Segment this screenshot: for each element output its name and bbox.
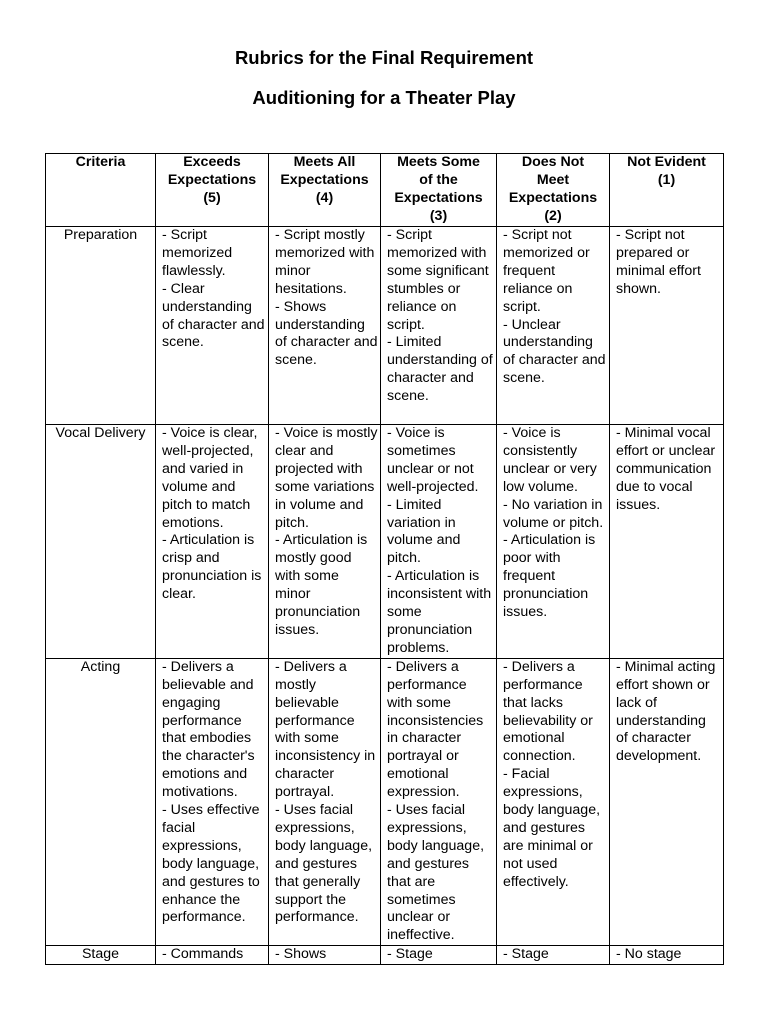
header-exceeds xyxy=(156,154,269,227)
document-subtitle: Auditioning for a Theater Play xyxy=(252,87,516,108)
cell-text: - Voice is consistently unclear or very low volume. - No variation in volume or pitch. - Articulation is poor with frequent pronunciation issues. xyxy=(503,425,604,621)
table-row xyxy=(46,946,724,965)
table-row xyxy=(46,227,724,425)
cell-text: - Stage xyxy=(503,946,549,963)
cell-text: - Delivers a performance with some inconsistencies in character portrayal or emotional expression. - Uses facial expressions, body language, and gestures that are sometimes unclear or ineffective. xyxy=(387,658,485,944)
document-title: Rubrics for the Final Requirement xyxy=(234,47,534,68)
cell-text: - Shows xyxy=(275,946,327,963)
cell-text: - Minimal vocal effort or unclear communication due to vocal issues. xyxy=(616,425,716,513)
rubric-cell xyxy=(610,946,724,965)
rubric-cell xyxy=(269,425,381,659)
rubric-cell xyxy=(156,425,269,659)
header-meets-some xyxy=(381,154,497,227)
rubric-cell xyxy=(610,425,724,659)
rubric-cell xyxy=(156,658,269,946)
rubric-cell xyxy=(381,658,497,946)
rubric-cell xyxy=(269,227,381,425)
cell-text: - Minimal acting effort shown or lack of understanding of character development. xyxy=(616,658,716,765)
cell-text: - Voice is clear, well-projected, and varied in volume and pitch to match emotions. - Articulation is crisp and pronunciation is clear. xyxy=(162,425,262,603)
rubric-cell xyxy=(610,658,724,946)
rubric-cell xyxy=(497,658,610,946)
header-label: Does Not Meet Expectations (2) xyxy=(508,154,598,224)
cell-text: - Voice is sometimes unclear or not well-projected. - Limited variation in volume and pitch. - Articulation is inconsistent with some pronunciation problems. xyxy=(387,425,492,656)
cell-text: - Script not memorized or frequent reliance on script. - Unclear understanding of character and scene. xyxy=(503,227,606,387)
rubric-cell xyxy=(156,946,269,965)
header-label: Criteria xyxy=(75,154,126,170)
cell-text: - Stage xyxy=(387,946,433,963)
table-row xyxy=(46,425,724,659)
header-not-evident xyxy=(610,154,724,227)
header-label: Meets All Expectations (4) xyxy=(280,154,369,206)
rubric-cell xyxy=(269,658,381,946)
rubric-cell xyxy=(381,946,497,965)
header-label: Exceeds Expectations (5) xyxy=(167,154,257,206)
cell-text: - Script memorized with some significant stumbles or reliance on script. - Limited understanding of character and scene. xyxy=(387,227,493,405)
criterion-cell: Stage xyxy=(46,946,156,965)
cell-text: - No stage xyxy=(616,946,682,963)
rubric-cell xyxy=(497,425,610,659)
rubric-table xyxy=(45,153,724,965)
rubric-cell xyxy=(381,227,497,425)
header-does-not-meet xyxy=(497,154,610,227)
rubric-cell xyxy=(156,227,269,425)
cell-text: - Script mostly memorized with minor hesitations. - Shows understanding of character and scene. xyxy=(275,227,378,369)
criterion-cell: Preparation xyxy=(46,227,156,425)
header-label: Meets Some of the Expectations (3) xyxy=(394,154,483,224)
cell-text: - Voice is mostly clear and projected with some variations in volume and pitch. - Articulation is mostly good with some minor pronunciation issues. xyxy=(275,425,378,638)
criterion-cell: Vocal Delivery xyxy=(46,425,156,659)
cell-text: - Delivers a mostly believable performance with some inconsistency in character portrayal. - Uses facial expressions, body language, and gestures that generally support the performance. xyxy=(275,658,376,926)
cell-text: - Script not prepared or minimal effort shown. xyxy=(616,227,701,297)
table-header-row xyxy=(46,154,724,227)
rubric-cell xyxy=(497,227,610,425)
cell-text: - Delivers a performance that lacks believability or emotional connection. - Facial expressions, body language, and gestures are minimal or not used effectively. xyxy=(503,658,601,890)
cell-text: - Commands xyxy=(162,946,244,963)
header-criteria xyxy=(46,154,156,227)
table-row xyxy=(46,658,724,946)
header-meets-all xyxy=(269,154,381,227)
header-label: Not Evident (1) xyxy=(627,154,706,188)
rubric-cell xyxy=(381,425,497,659)
rubric-cell xyxy=(610,227,724,425)
cell-text: - Delivers a believable and engaging performance that embodies the character's emotions and motivations. - Uses effective facial expressions, body language, and gestures to enhance the performance. xyxy=(162,658,260,926)
criterion-cell: Acting xyxy=(46,658,156,946)
rubric-cell xyxy=(497,946,610,965)
cell-text: - Script memorized flawlessly. - Clear understanding of character and scene. xyxy=(162,227,265,351)
rubric-cell xyxy=(269,946,381,965)
